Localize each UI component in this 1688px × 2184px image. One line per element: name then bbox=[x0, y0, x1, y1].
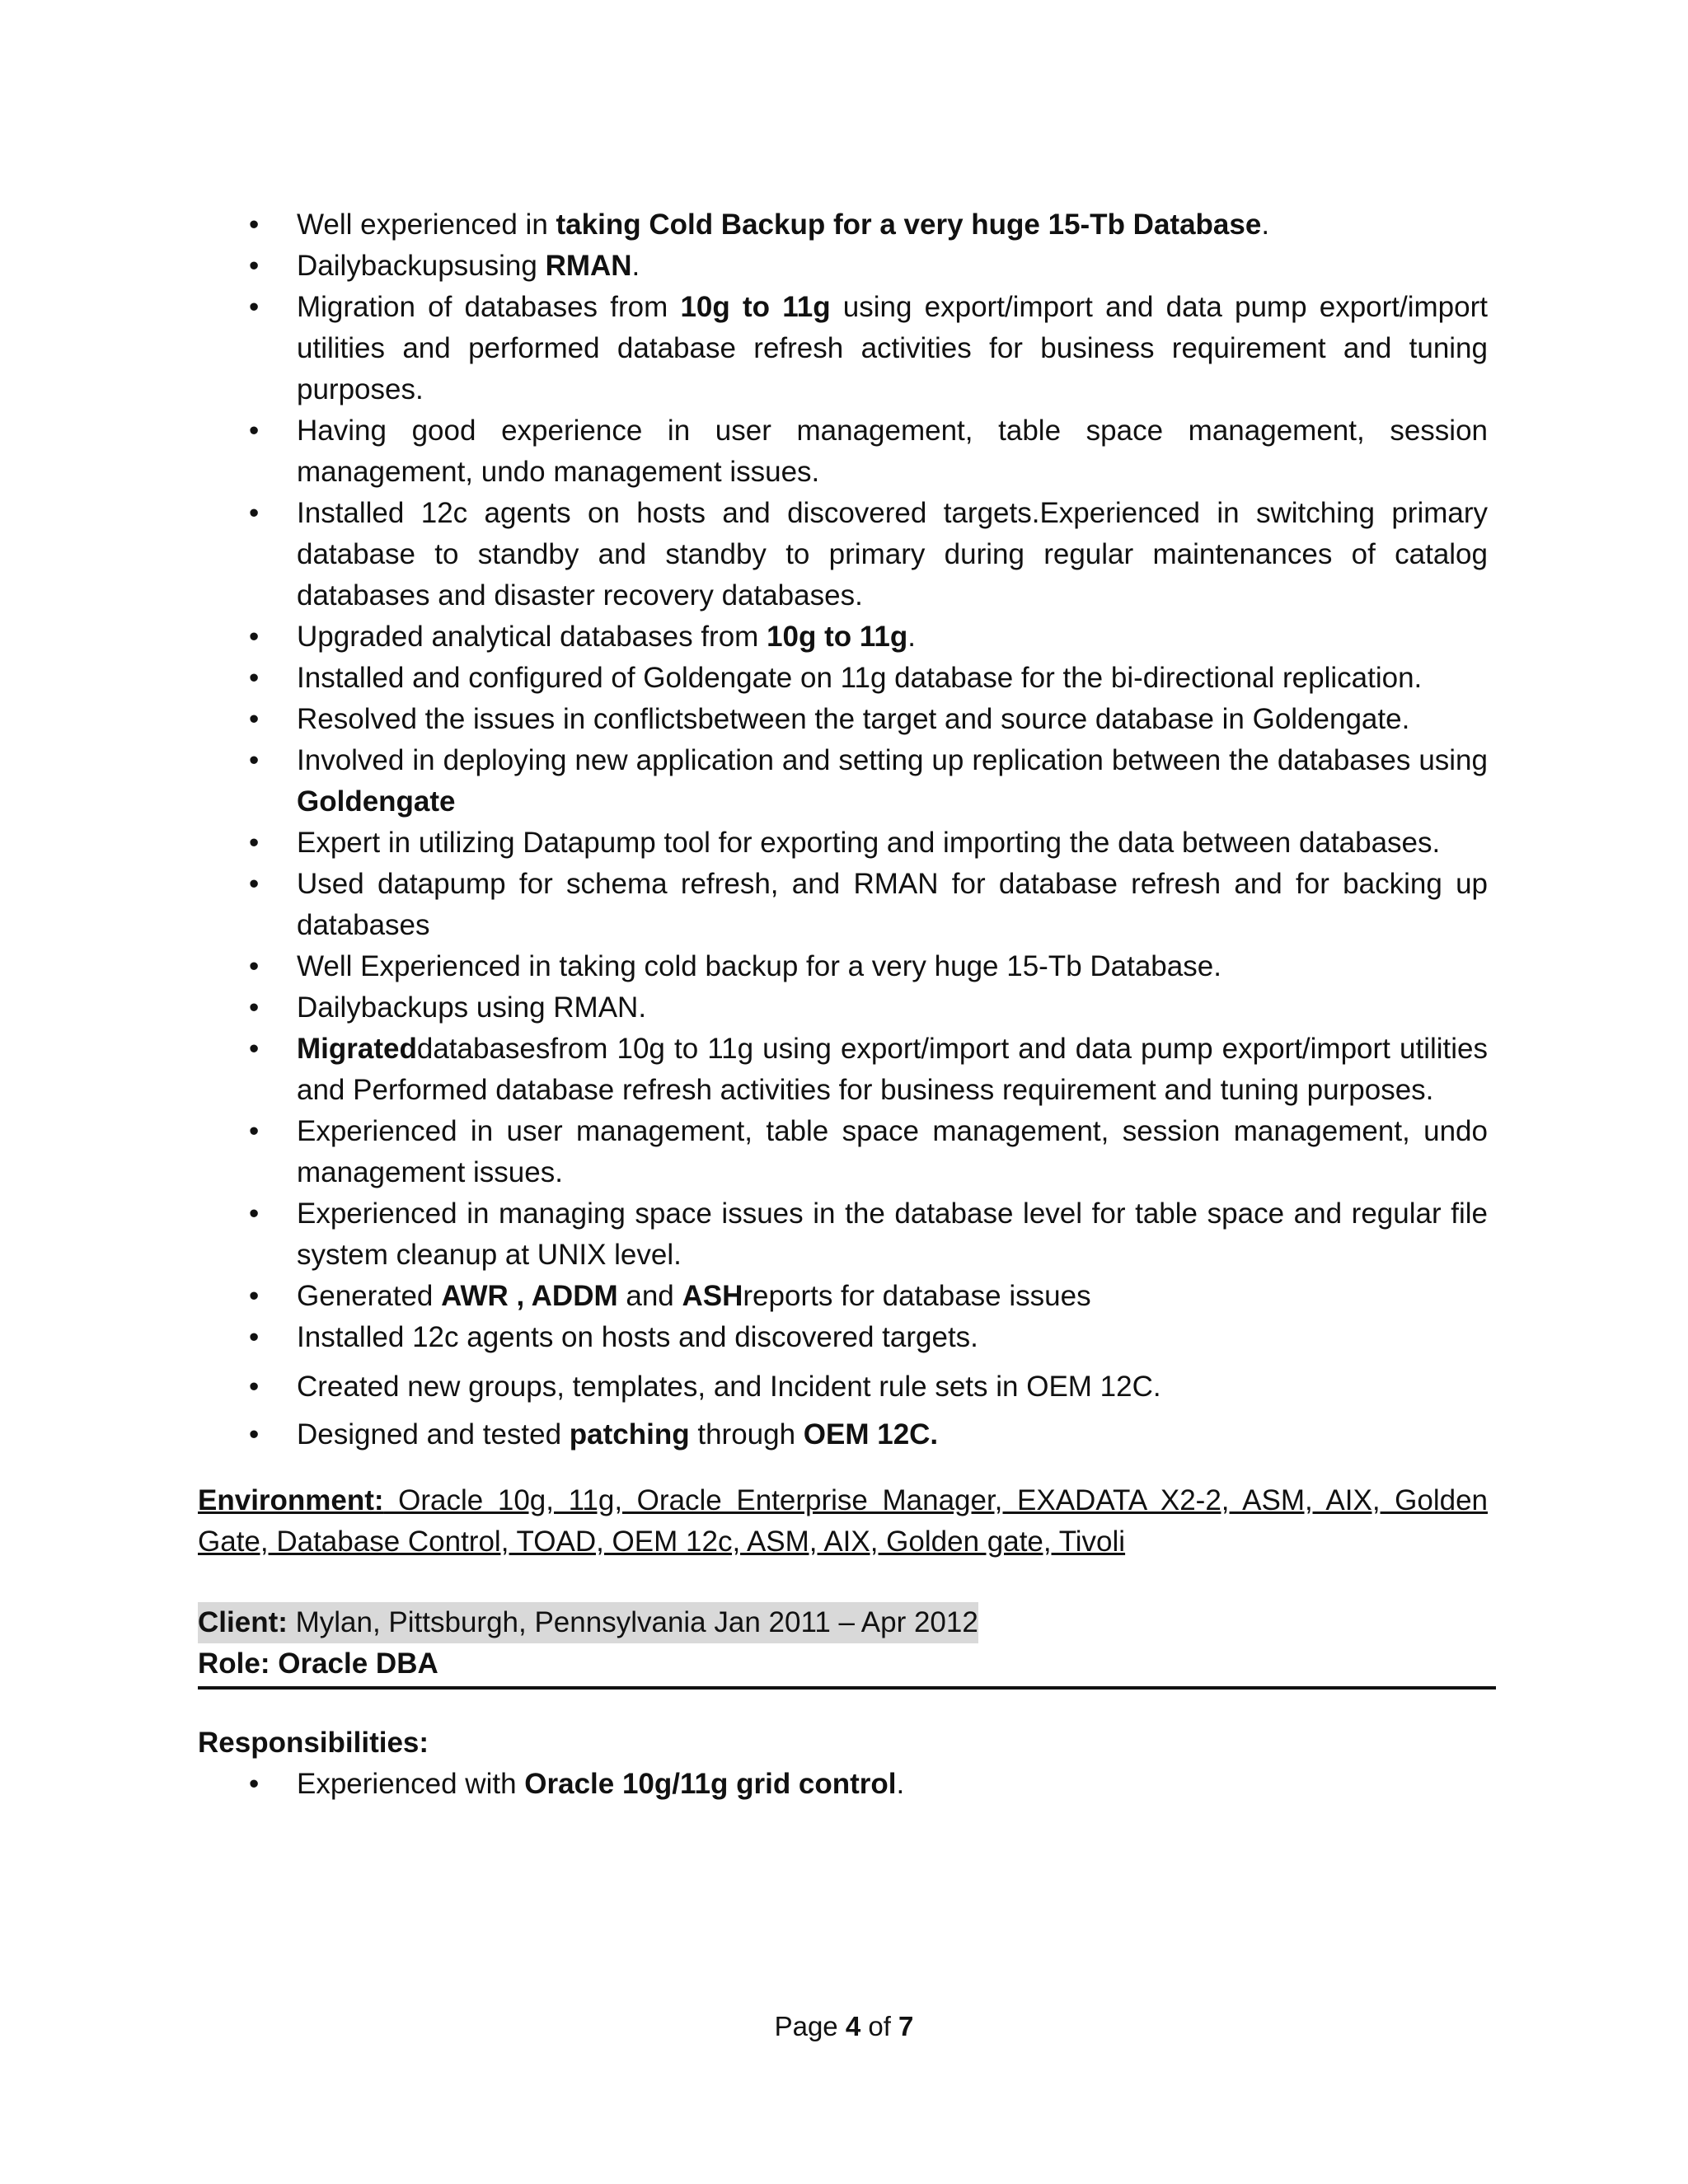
text-run: Installed 12c agents on hosts and discovered targets.Experienced in switching primary database to standby and standby to primary during regular maintenances of catalog databases and disaster recovery databases. bbox=[297, 497, 1488, 612]
page-content bbox=[198, 204, 1488, 1805]
text-run: . bbox=[1261, 209, 1270, 241]
text-run: Created new groups, templates, and Incident rule sets in OEM 12C. bbox=[297, 1371, 1161, 1403]
bold-text: AWR , ADDM bbox=[441, 1280, 618, 1312]
list-item bbox=[198, 410, 1488, 493]
text-run: Generated bbox=[297, 1280, 442, 1312]
text-run: Expert in utilizing Datapump tool for exporting and importing the data between databases. bbox=[297, 827, 1441, 859]
bullet-icon: • bbox=[249, 1768, 260, 1800]
text-run: Well Experienced in taking cold backup for a very huge 15-Tb Database. bbox=[297, 950, 1221, 982]
text-run: Involved in deploying new application and setting up replication between the databases using bbox=[297, 744, 1488, 776]
list-item bbox=[198, 616, 1488, 658]
text-run: Dailybackupsusing bbox=[297, 250, 546, 282]
client-line bbox=[198, 1602, 978, 1643]
bullet-icon: • bbox=[249, 868, 260, 900]
text-run: Dailybackups using RMAN. bbox=[297, 991, 647, 1024]
footer-current-page: 4 bbox=[845, 2011, 861, 2041]
list-item bbox=[198, 1366, 1488, 1408]
text-run: reports for database issues bbox=[743, 1280, 1091, 1312]
list-item bbox=[198, 864, 1488, 946]
role-text: Role: Oracle DBA bbox=[198, 1647, 438, 1680]
page-footer bbox=[0, 2008, 1688, 2045]
experience-bullet-list bbox=[198, 204, 1488, 1455]
bold-text: patching bbox=[569, 1418, 690, 1451]
client-block bbox=[198, 1602, 1488, 1690]
list-item bbox=[198, 204, 1488, 246]
environment-text: Oracle 10g, 11g, Oracle Enterprise Manager, EXADATA X2-2, ASM, AIX, Golden Gate, Database Control, TOAD, OEM 12c, ASM, AIX, Golden gate, Tivoli bbox=[198, 1484, 1488, 1558]
bullet-icon: • bbox=[249, 415, 260, 447]
list-item bbox=[198, 1317, 1488, 1358]
bullet-icon: • bbox=[249, 1197, 260, 1230]
text-run: Well experienced in bbox=[297, 209, 556, 241]
list-item bbox=[198, 1029, 1488, 1111]
list-item bbox=[198, 658, 1488, 699]
list-item bbox=[198, 287, 1488, 410]
text-run: using export/import and data pump export/import utilities and performed database refresh activities for business requirement and tuning purposes. bbox=[297, 291, 1488, 405]
list-item bbox=[198, 823, 1488, 864]
text-run: Experienced with bbox=[297, 1768, 525, 1800]
bullet-icon: • bbox=[249, 1371, 260, 1403]
bold-text: ASH bbox=[682, 1280, 743, 1312]
bold-text: Goldengate bbox=[297, 785, 456, 818]
bold-text: Oracle 10g/11g grid control bbox=[524, 1768, 897, 1800]
bullet-icon: • bbox=[249, 250, 260, 282]
bullet-icon: • bbox=[249, 950, 260, 982]
text-run: . bbox=[896, 1768, 905, 1800]
text-run: and bbox=[617, 1280, 682, 1312]
list-item bbox=[198, 1193, 1488, 1276]
text-run: databasesfrom 10g to 11g using export/import and data pump export/import utilities and Performed database refresh activities for business requirement and tuning purposes. bbox=[297, 1033, 1488, 1106]
text-run: Resolved the issues in conflictsbetween the target and source database in Goldengate. bbox=[297, 703, 1410, 735]
list-item bbox=[198, 987, 1488, 1029]
list-item bbox=[198, 1764, 1488, 1805]
list-item bbox=[198, 740, 1488, 823]
footer-middle: of bbox=[860, 2011, 899, 2041]
bold-text: RMAN bbox=[545, 250, 632, 282]
bullet-icon: • bbox=[249, 662, 260, 694]
list-item bbox=[198, 946, 1488, 987]
text-run: Experienced in user management, table space management, session management, undo management issues. bbox=[297, 1115, 1488, 1188]
list-item bbox=[198, 1414, 1488, 1455]
bullet-icon: • bbox=[249, 1280, 260, 1312]
list-item bbox=[198, 1111, 1488, 1193]
bullet-icon: • bbox=[249, 497, 260, 529]
bullet-icon: • bbox=[249, 1418, 260, 1451]
list-item bbox=[198, 246, 1488, 287]
bullet-icon: • bbox=[249, 827, 260, 859]
bullet-icon: • bbox=[249, 703, 260, 735]
environment-label: Environment: bbox=[198, 1484, 384, 1516]
responsibilities-bullet-list bbox=[198, 1764, 1488, 1805]
bold-text: Migrated bbox=[297, 1033, 417, 1065]
bullet-icon: • bbox=[249, 291, 260, 323]
text-run: Designed and tested bbox=[297, 1418, 570, 1451]
bold-text: 10g to 11g bbox=[767, 621, 908, 653]
text-run: . bbox=[631, 250, 640, 282]
bullet-icon: • bbox=[249, 1321, 260, 1353]
text-run: Having good experience in user management, table space management, session management, undo management issues. bbox=[297, 415, 1488, 488]
bullet-icon: • bbox=[249, 991, 260, 1024]
responsibilities-title: Responsibilities: bbox=[198, 1727, 429, 1759]
bold-text: taking Cold Backup for a very huge 15-Tb Database bbox=[556, 209, 1262, 241]
text-run: Upgraded analytical databases from bbox=[297, 621, 767, 653]
text-run: Installed and configured of Goldengate on 11g database for the bi-directional replication. bbox=[297, 662, 1423, 694]
bullet-icon: • bbox=[249, 1115, 260, 1147]
list-item bbox=[198, 493, 1488, 616]
text-run: Used datapump for schema refresh, and RMAN for database refresh and for backing up databases bbox=[297, 868, 1488, 941]
bold-text: OEM 12C. bbox=[803, 1418, 939, 1451]
client-line-wrapper bbox=[198, 1602, 1488, 1643]
environment-line bbox=[198, 1480, 1488, 1563]
list-item bbox=[198, 1276, 1488, 1317]
bullet-icon: • bbox=[249, 209, 260, 241]
text-run: . bbox=[907, 621, 916, 653]
role-line bbox=[198, 1643, 1496, 1690]
text-run: Installed 12c agents on hosts and discovered targets. bbox=[297, 1321, 978, 1353]
bullet-icon: • bbox=[249, 621, 260, 653]
text-run: through bbox=[689, 1418, 804, 1451]
bold-text: 10g to 11g bbox=[680, 291, 831, 323]
footer-prefix: Page bbox=[774, 2011, 846, 2041]
client-label: Client: bbox=[198, 1606, 288, 1638]
text-run: Experienced in managing space issues in the database level for table space and regular file system cleanup at UNIX level. bbox=[297, 1197, 1488, 1271]
footer-total-pages: 7 bbox=[898, 2011, 914, 2041]
bullet-icon: • bbox=[249, 744, 260, 776]
bullet-icon: • bbox=[249, 1033, 260, 1065]
list-item bbox=[198, 699, 1488, 740]
text-run: Migration of databases from bbox=[297, 291, 681, 323]
client-text: Mylan, Pittsburgh, Pennsylvania Jan 2011 – Apr 2012 bbox=[287, 1606, 978, 1638]
